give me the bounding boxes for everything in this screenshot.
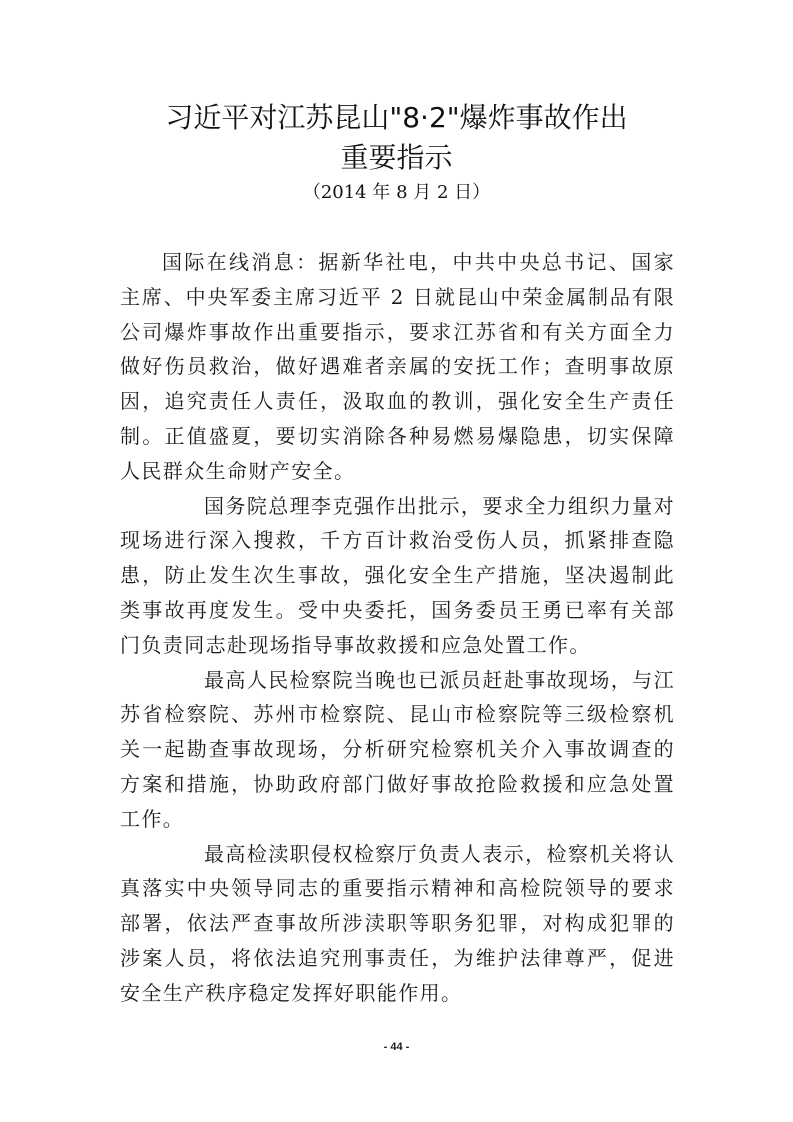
document-date: （2014 年 8 月 2 日） — [302, 182, 491, 203]
document-title-line-1: 习近平对江苏昆山"8·2"爆炸事故作出 — [165, 101, 628, 134]
page-number: - 44 - — [383, 1041, 410, 1053]
paragraph-3: 最高人民检察院当晚也已派员赶赴事故现场，与江苏省检察院、苏州市检察院、昆山市检察院等三级检察机关一起勘查事故现场，分析研究检察机关介入事故调查的方案和措施，协助政府部门做好事故抢险救援和应急处置工作。 — [120, 667, 675, 831]
paragraph-2: 国务院总理李克强作出批示，要求全力组织力量对现场进行深入搜救，千方百计救治受伤人员，抓紧排查隐患，防止发生次生事故，强化安全生产措施，坚决遏制此类事故再度发生。受中央委托，国务委员王勇已率有关部门负责同志赴现场指导事故救援和应急处置工作。 — [120, 493, 675, 657]
document-title-line-2: 重要指示 — [340, 141, 453, 174]
document-body — [120, 245, 675, 1011]
paragraph-4: 最高检渎职侵权检察厅负责人表示，检察机关将认真落实中央领导同志的重要指示精神和高检院领导的要求部署，依法严查事故所涉渎职等职务犯罪，对构成犯罪的涉案人员，将依法追究刑事责任，为维护法律尊严，促进安全生产秩序稳定发挥好职能作用。 — [120, 841, 675, 1005]
paragraph-1: 国际在线消息：据新华社电，中共中央总书记、国家主席、中央军委主席习近平 2 日就昆山中荣金属制品有限公司爆炸事故作出重要指示，要求江苏省和有关方面全力做好伤员救治，做好遇难者亲属的安抚工作；查明事故原因，追究责任人责任，汲取血的教训，强化安全生产责任制。正值盛夏，要切实消除各种易燃易爆隐患，切实保障人民群众生命财产安全。 — [120, 250, 675, 483]
